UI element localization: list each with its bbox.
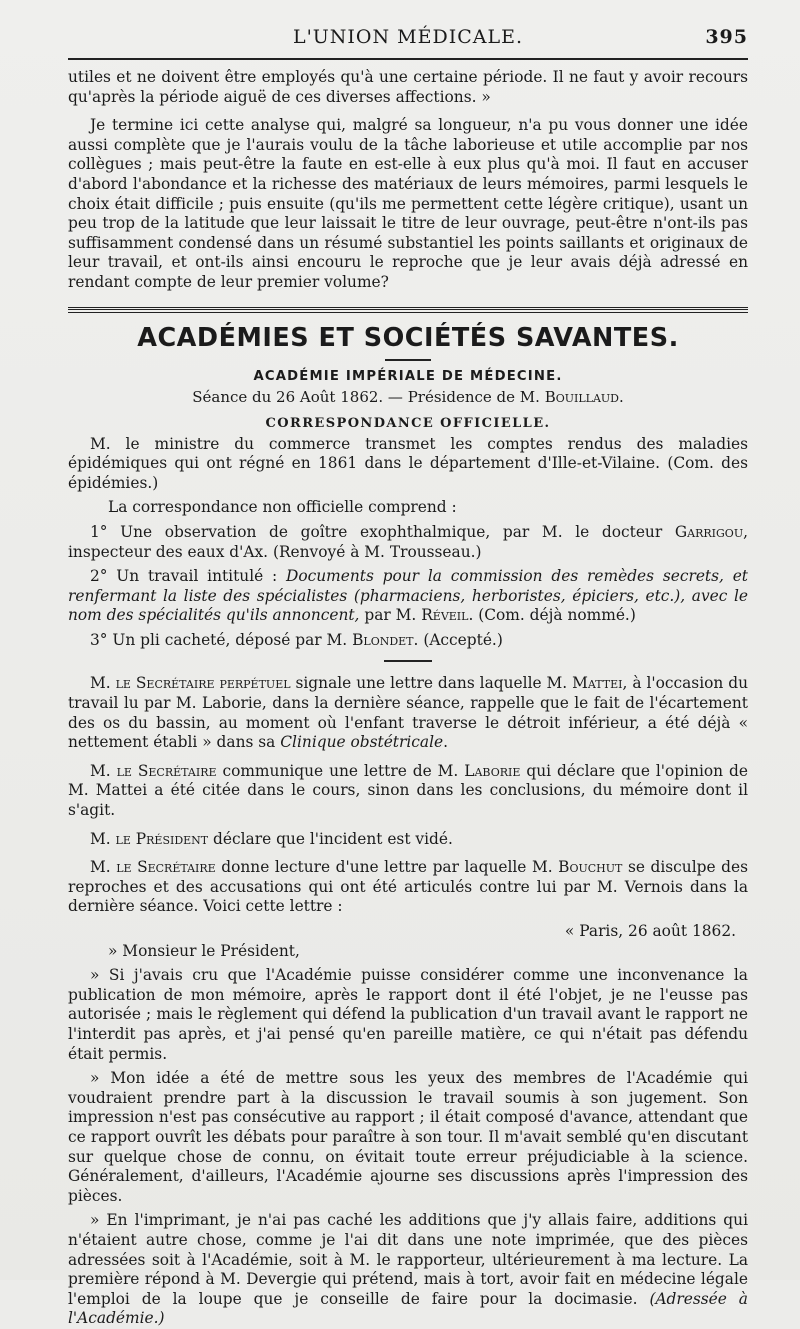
letter-date: « Paris, 26 août 1862. [564,922,736,940]
letter-paragraph-1: » Si j'avais cru que l'Académie puisse considérer comme une inconvenance la publication de mon mémoire, après le rapport dont il été l'objet, je ne l'eusse pas autorisée ; mais le règlement qui défend la publication d'un travail avant le rapport ne l'interdit pas après, et j'ai pensé qu'en pareille matière, ce qui n'était pas défendu était permis. [68,966,748,1063]
seance-prefix: Séance du 26 Août 1862. — Présidence de M. [192,387,540,406]
corr-item-2: 2° Un travail intitulé : Documents pour la commission des remèdes secrets, et renfermant la liste des spécialistes (pharmaciens, herboristes, épiciers, etc.), avec le nom des spécialités qu'ils annoncent, par M. Réveil. (Com. déjà nommé.) [68,567,748,625]
letter-paragraph-2: » Mon idée a été de mettre sous les yeux des membres de l'Académie qui voudraient prendre part à la discussion le travail soumis à son jugement. Son impression n'est pas consécutive au rapport ; il était composé d'avance, attendant que ce rapport ouvrît les débats pour paraître à son tour. Il m'avait semblé qu'en discutant sur quelque chose de connu, on évitait toute erreur préjudiciable à la science. Généralement, d'ailleurs, l'Académie ajourne ses discussions après l'impression des pièces. [68,1069,748,1205]
president-incident: M. le Président déclare que l'incident est vidé. [90,829,453,848]
title-rule [385,359,431,361]
letter-paragraph-3: » En l'imprimant, je n'ai pas caché les additions que j'y allais faire, additions qui n'étaient autre chose, comme je l'ai dit dans une note imprimée, que des pièces adressées soit à l'Académie, soit à M. le rapporteur, ultérieurement à ma lecture. La première répond à M. Devergie qui prétend, mais à tort, avoir fait en médecine légale l'emploi de la loupe que je conseille de faire pour la docimasie. (Adressée à l'Académie.) [68,1211,748,1328]
divider-rule [384,660,432,662]
correspondance-heading: CORRESPONDANCE OFFICIELLE. [265,415,551,431]
corr-ministre: M. le ministre du commerce transmet les comptes rendus des maladies épidémiques qui ont régné en 1861 dans le département d'Ille-et-Vilaine. (Com. des épidémies.) [68,434,748,492]
paragraph-continuation: utiles et ne doivent être employés qu'à une certaine période. Il ne faut y avoir recours qu'après la période aiguë de ces diverses affections. » [68,68,748,106]
seance-president: Bouillaud. [544,387,624,406]
corr-item-3: 3° Un pli cacheté, déposé par M. Blondet. (Accepté.) [90,630,503,649]
corr-item-1: 1° Une observation de goître exophthalmique, par M. le docteur Garrigou, inspecteur des eaux d'Ax. (Renvoyé à M. Trousseau.) [68,522,748,561]
corr-non-officielle: La correspondance non officielle comprend : [108,498,457,517]
section-double-rule [68,307,748,313]
header-rule [68,58,748,60]
secretary-bouchut: M. le Secrétaire donne lecture d'une lettre par laquelle M. Bouchut se disculpe des reproches et des accusations qui ont été articulés contre lui par M. Vernois dans la dernière séance. Voici cette lettre : [68,858,748,916]
section-title: ACADÉMIES ET SOCIÉTÉS SAVANTES. [137,322,679,353]
seance-line [68,388,748,406]
journal-title: L'UNION MÉDICALE. [292,26,524,48]
page-number: 395 [705,26,748,48]
paragraph-conclusion: Je termine ici cette analyse qui, malgré sa longueur, n'a pu vous donner une idée aussi complète que je l'aurais voulu de la tâche laborieuse et utile accomplie par nos collègues ; mais peut-être la faute en est-elle à eux plus qu'à moi. Il faut en accuser d'abord l'abondance et la richesse des matériaux de leurs mémoires, parmi lesquels le choix était difficile ; puis ensuite (qu'ils me permettent cette légère critique), usant un peu trop de la latitude que leur laissait le titre de leur ouvrage, peut-être n'ont-ils pas suffisamment condensé dans un résumé substantiel les points saillants et originaux de leur travail, et ont-ils ainsi encouru le reproche que je leur avais déjà adressé en rendant compte de leur premier volume? [68,116,748,291]
secretary-laborie: M. le Secrétaire communique une lettre de M. Laborie qui déclare que l'opinion de M. Mattei a été citée dans le cours, sinon dans les conclusions, du mémoire dont il s'agit. [68,761,748,820]
letter-salutation: » Monsieur le Président, [108,941,300,960]
secretary-mattei: M. le Secrétaire perpétuel signale une lettre dans laquelle M. Mattei, à l'occasion du travail lu par M. Laborie, dans la dernière séance, rappelle que le fait de l'écartement des os du bassin, au moment où l'enfant traverse le détroit inférieur, a été déjà « nettement établi » dans sa Clinique obstétricale. [68,674,749,752]
academy-heading: ACADÉMIE IMPÉRIALE DE MÉDECINE. [253,368,563,384]
running-head [68,26,748,56]
